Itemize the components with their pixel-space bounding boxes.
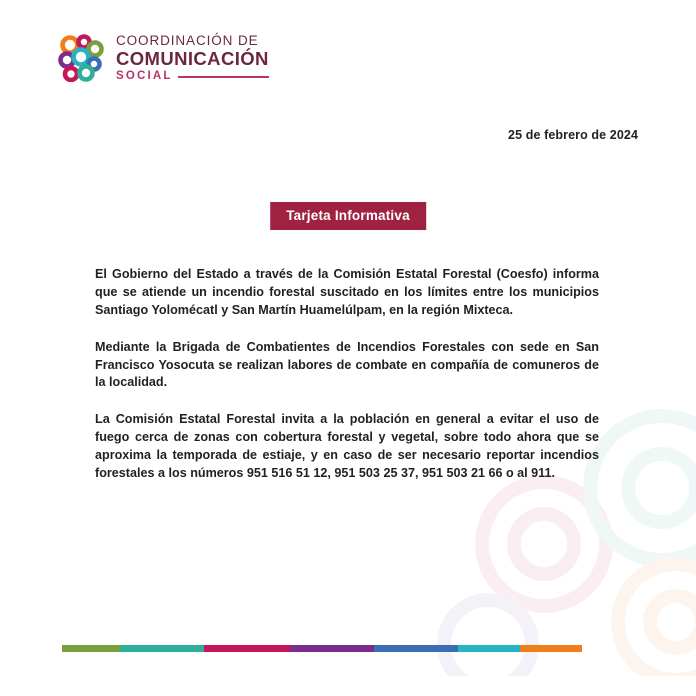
document-body (95, 266, 599, 483)
body-paragraph-2: Mediante la Brigada de Combatientes de Incendios Forestales con sede en San Francisco Yosocuta se realizan labores de combate en compañía de comuneros de la localidad. (95, 339, 599, 390)
brand-header (58, 34, 269, 83)
footer-segment-purple (290, 645, 374, 652)
footer-color-bar (62, 645, 582, 652)
brand-line-coordinacion: COORDINACIÓN DE (116, 33, 259, 48)
body-paragraph-1: El Gobierno del Estado a través de la Comisión Estatal Forestal (Coesfo) informa que se atiende un incendio forestal suscitado en los límites entre los municipios Santiago Yolomécatl y San Martín Huamelúlpam, en la región Mixteca. (95, 267, 599, 317)
footer-segment-teal (120, 645, 204, 652)
brand-line-social: SOCIAL (116, 70, 173, 82)
brand-rule (178, 76, 269, 78)
footer-segment-turquoise (458, 645, 520, 652)
footer-segment-crimson (204, 645, 290, 652)
footer-segment-green (62, 645, 120, 652)
body-paragraph-3: La Comisión Estatal Forestal invita a la población en general a evitar el uso de fuego cerca de zonas con cobertura forestal y vegetal, sobre todo ahora que se aproxima la temporada de estiaje, y en caso de ser necesario reportar incendios forestales a los números 951 516 51 12, 951 503 25 37, 951 503 21 66 o al 911. (95, 412, 599, 480)
coordinacion-comunicacion-social-logo-icon (58, 34, 106, 82)
document-date: 25 de febrero de 2024 (508, 128, 638, 142)
footer-segment-orange (520, 645, 582, 652)
brand-line-social-row (116, 71, 269, 83)
document-title-badge: Tarjeta Informativa (270, 202, 426, 230)
brand-wordmark (116, 34, 269, 83)
brand-line-comunicacion: COMUNICACIÓN (116, 47, 269, 69)
footer-segment-blue (374, 645, 458, 652)
